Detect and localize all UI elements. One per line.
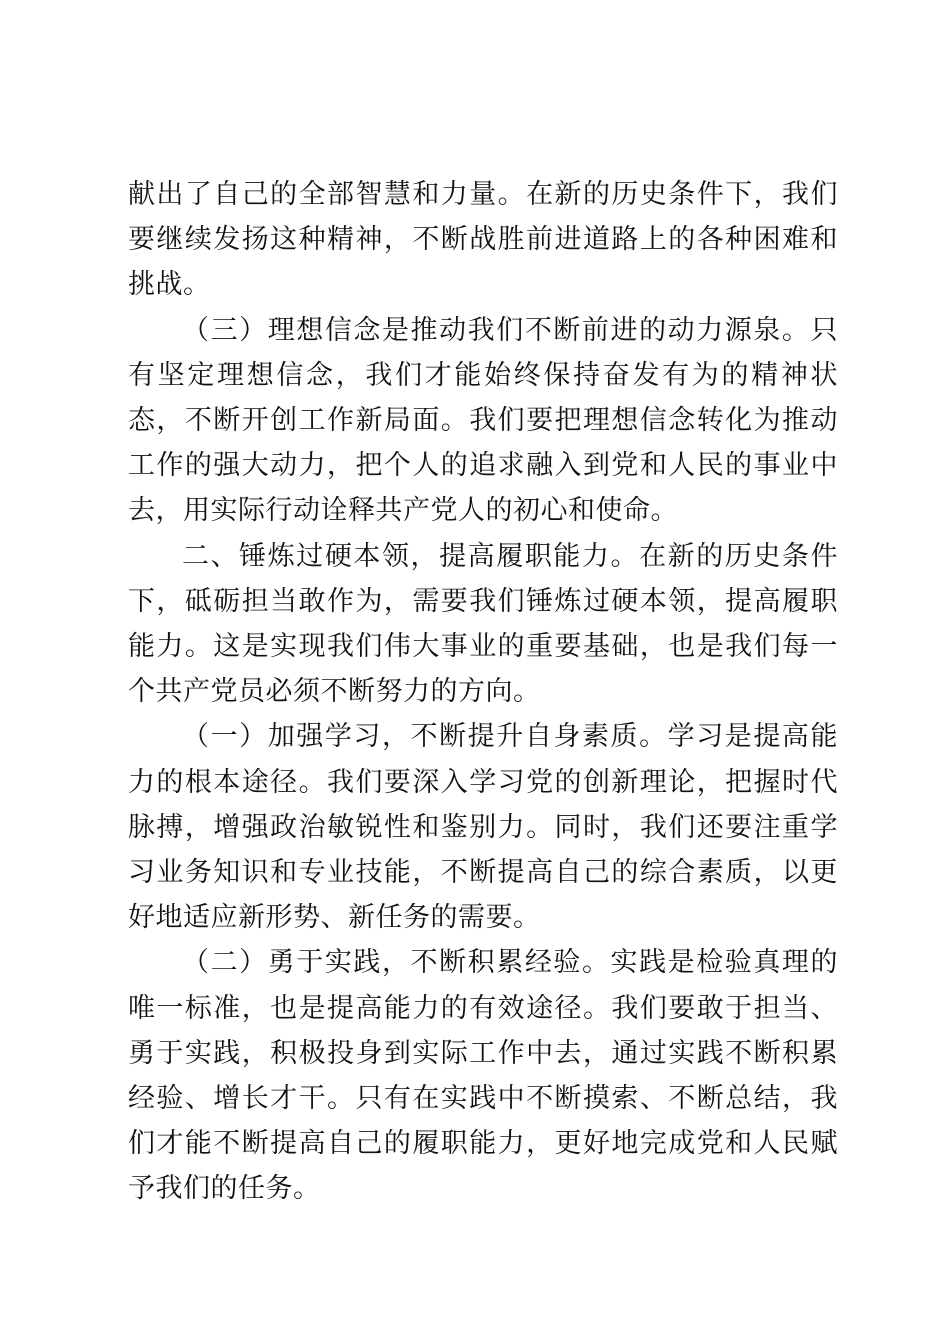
document-body <box>128 172 838 1212</box>
paragraph-subsection-1: （一）加强学习，不断提升自身素质。学习是提高能力的根本途径。我们要深入学习党的创新理论，把握时代脉搏，增强政治敏锐性和鉴别力。同时，我们还要注重学习业务知识和专业技能，不断提高自己的综合素质，以更好地适应新形势、新任务的需要。 <box>128 721 838 934</box>
paragraph-continuation: 献出了自己的全部智慧和力量。在新的历史条件下，我们要继续发扬这种精神，不断战胜前进道路上的各种困难和挑战。 <box>128 179 838 301</box>
paragraph-section-3: （三）理想信念是推动我们不断前进的动力源泉。只有坚定理想信念，我们才能始终保持奋发有为的精神状态，不断开创工作新局面。我们要把理想信念转化为推动工作的强大动力，把个人的追求融入到党和人民的事业中去，用实际行动诠释共产党人的初心和使命。 <box>128 314 838 527</box>
paragraph-subsection-2: （二）勇于实践，不断积累经验。实践是检验真理的唯一标准，也是提高能力的有效途径。我们要敢于担当、勇于实践，积极投身到实际工作中去，通过实践不断积累经验、增长才干。只有在实践中不断摸索、不断总结，我们才能不断提高自己的履职能力，更好地完成党和人民赋予我们的任务。 <box>128 947 838 1205</box>
paragraph-heading-2: 二、锤炼过硬本领，提高履职能力。在新的历史条件下，砥砺担当敢作为，需要我们锤炼过硬本领，提高履职能力。这是实现我们伟大事业的重要基础，也是我们每一个共产党员必须不断努力的方向。 <box>128 540 838 708</box>
